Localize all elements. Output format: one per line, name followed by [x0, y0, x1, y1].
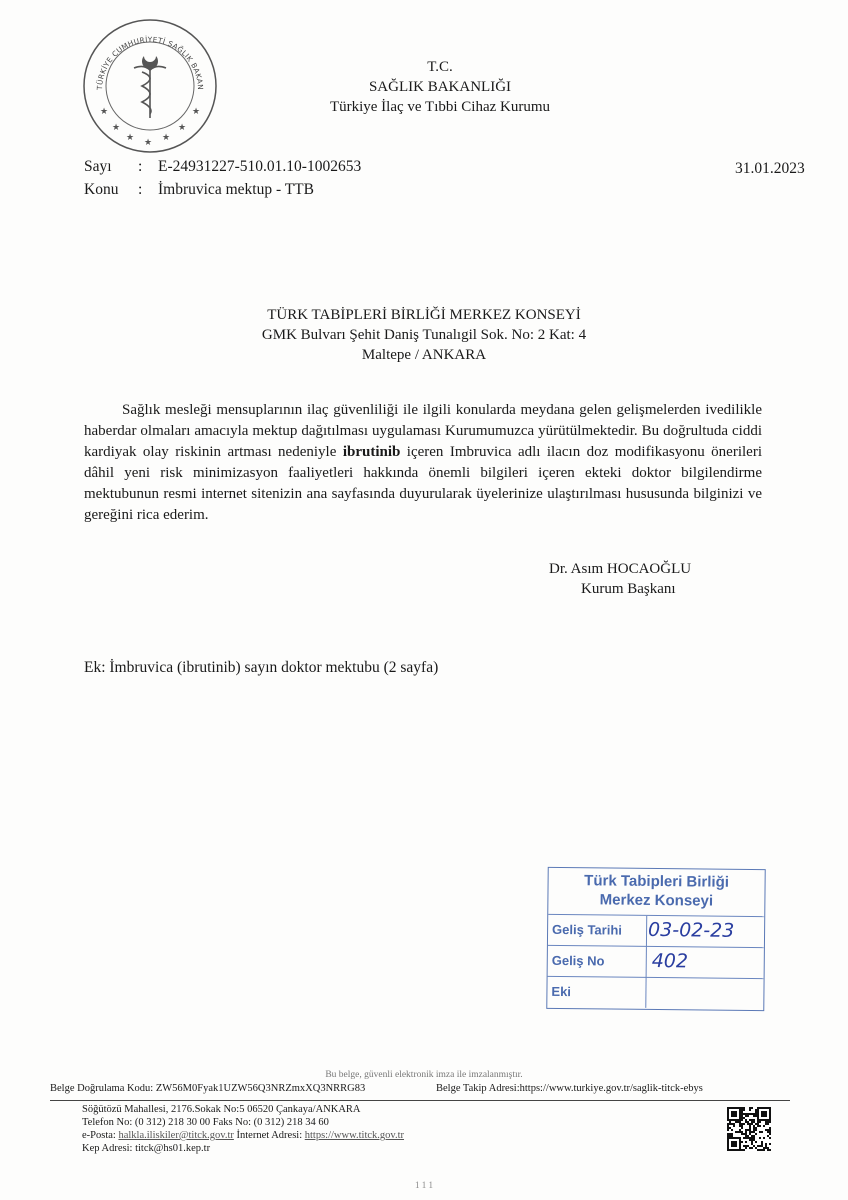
- stamp-council: Merkez Konseyi: [599, 891, 714, 910]
- svg-text:★: ★: [192, 106, 201, 116]
- document-date: 31.01.2023: [735, 160, 805, 177]
- stamp-date-label: Geliş Tarihi: [552, 921, 623, 938]
- stamp-no-label: Geliş No: [551, 952, 605, 969]
- recipient-city: Maltepe / ANKARA: [361, 347, 487, 363]
- body-bold-drug: ibrutinib: [342, 444, 401, 460]
- svg-text:★: ★: [178, 122, 187, 132]
- body-text-part2: içeren Imbruvica adlı ilacın doz modifikasyonu önerileri dâhil yeni risk minimizasyon faaliyetleri hakkında önemli bilgileri içeren ekteki doktor bilgilendirme mektubunun resmi internet sitenizin ana sayfasında duyurularak üyelerinize ulaştırılması hususunda bilginizi ve gereğini rica ederim.: [84, 444, 762, 523]
- stamp-ek-row: [547, 976, 763, 1009]
- stamp-no-row: [548, 945, 764, 979]
- qr-code: [727, 1107, 771, 1151]
- header-agency: Türkiye İlaç ve Tıbbi Cihaz Kurumu: [329, 99, 551, 115]
- sayi-value: E-24931227-510.01.10-1002653: [158, 158, 362, 175]
- stamp-date-value: 03-02-23: [647, 918, 735, 942]
- signatory-title: Kurum Başkanı: [581, 581, 676, 597]
- tracking-address: Belge Takip Adresi:https://www.turkiye.gov.tr/saglik-titck-ebys: [436, 1083, 703, 1094]
- sayi-label: Sayı: [84, 158, 112, 175]
- body-text-part1: Sağlık mesleği mensuplarının ilaç güvenliliği ile ilgili konularda meydana gelen gelişmelerden ivedilikle haberdar olmaları amacıyla mektup dağıtılması uygulaması Kurumumuzca yürütülmektedir. Bu doğrultuda ciddi kardiyak olay riskinin artması nedeniyle: [84, 402, 762, 460]
- svg-text:★: ★: [144, 137, 153, 147]
- svg-text:★: ★: [162, 132, 171, 142]
- stamp-no-value: 402: [651, 949, 689, 973]
- stamp-ek-label: Eki: [551, 983, 572, 1000]
- footer-kep: Kep Adresi: titck@hs01.kep.tr: [82, 1143, 211, 1154]
- attachment-line: Ek: İmbruvica (ibrutinib) sayın doktor mektubu (2 sayfa): [84, 659, 439, 676]
- email-link[interactable]: halkla.iliskiler@titck.gov.tr: [118, 1130, 234, 1141]
- konu-colon: :: [138, 181, 143, 198]
- konu-label: Konu: [84, 181, 119, 198]
- footer-address: Söğütözü Mahallesi, 2176.Sokak No:5 06520 Çankaya/ANKARA: [82, 1104, 361, 1115]
- recipient-address: GMK Bulvarı Şehit Daniş Tunalıgil Sok. No: 2 Kat: 4: [261, 327, 587, 343]
- header-ministry: SAĞLIK BAKANLIĞI: [368, 79, 512, 95]
- letter-body: [84, 400, 762, 526]
- recipient-name: TÜRK TABİPLERİ BİRLİĞİ MERKEZ KONSEYİ: [267, 307, 581, 323]
- verification-code: Belge Doğrulama Kodu: ZW56M0Fyak1UZW56Q3NRZmxXQ3NRRG83: [50, 1083, 366, 1094]
- received-stamp: [546, 867, 765, 1011]
- footer-divider: [50, 1100, 790, 1101]
- sayi-colon: :: [138, 158, 143, 175]
- page-marks: 1 1 1: [415, 1180, 433, 1190]
- svg-text:★: ★: [126, 132, 135, 142]
- stamp-org: Türk Tabipleri Birliği: [584, 872, 730, 891]
- footer-contact: [82, 1130, 404, 1143]
- email-label: e-Posta:: [82, 1130, 116, 1141]
- signatory-name: Dr. Asım HOCAOĞLU: [549, 561, 692, 577]
- ministry-seal-logo: [82, 18, 218, 154]
- svg-text:★: ★: [112, 122, 121, 132]
- svg-text:★: ★: [100, 106, 109, 116]
- footer-phone: Telefon No: (0 312) 218 30 00 Faks No: (0 312) 218 34 60: [82, 1117, 329, 1128]
- stamp-date-row: [548, 914, 764, 948]
- svg-text:TÜRKİYE CUMHURİYETİ SAĞLIK BAK: TÜRKİYE CUMHURİYETİ SAĞLIK BAKAN: [94, 34, 206, 91]
- web-label: İnternet Adresi:: [236, 1130, 303, 1141]
- header-tc: T.C.: [427, 59, 453, 75]
- konu-value: İmbruvica mektup - TTB: [158, 181, 314, 198]
- website-link[interactable]: https://www.titck.gov.tr: [304, 1130, 405, 1141]
- esign-note: Bu belge, güvenli elektronik imza ile imzalanmıştır.: [325, 1070, 523, 1080]
